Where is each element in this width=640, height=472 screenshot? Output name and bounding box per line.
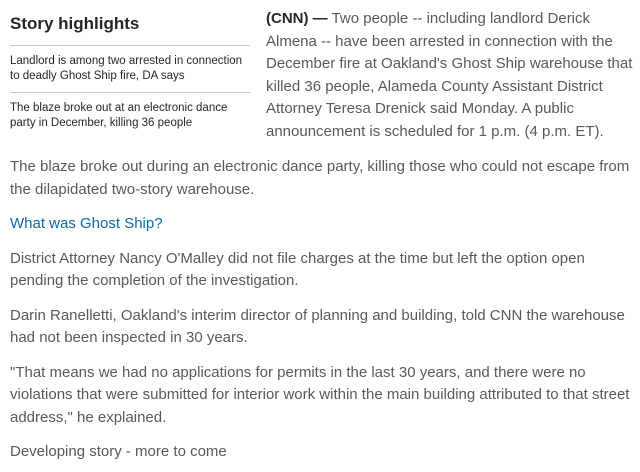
intro-text: Two people -- including landlord Derick Almena -- have been arrested in connection with the December fire at Oakland's Ghost Ship warehouse that killed 36 people, Alameda County Assistant District Attorney Teresa Drenick said Monday. A public announcement is scheduled for 1 p.m. (4 p.m. ET).	[266, 10, 633, 140]
highlight-item: The blaze broke out at an electronic dance party in December, killing 36 people	[10, 102, 228, 129]
related-story-link[interactable]: What was Ghost Ship?	[10, 215, 163, 232]
article-paragraph: "That means we had no applications for permits in the last 30 years, and there were no violations that were submitted for interior work within the main building attributed to that street address," he explained.	[10, 363, 630, 426]
article-paragraph: Developing story - more to come	[10, 443, 227, 460]
story-highlights-title: Story highlights	[10, 8, 250, 46]
article-paragraph: District Attorney Nancy O'Malley did not file charges at the time but left the option open pending the completion of the investigation.	[10, 249, 585, 289]
highlight-item: Landlord is among two arrested in connection to deadly Ghost Ship fire, DA says	[10, 46, 250, 93]
story-highlights	[10, 8, 250, 139]
article-paragraph: The blaze broke out during an electronic dance party, killing those who could not escape from the dilapidated two-story warehouse.	[10, 158, 630, 198]
article-paragraph: Darin Ranelletti, Oakland's interim director of planning and building, told CNN the warehouse had not been inspected in 30 years.	[10, 306, 625, 346]
article-body	[10, 156, 636, 472]
dateline: (CNN) —	[266, 10, 328, 27]
article-intro	[266, 8, 636, 143]
